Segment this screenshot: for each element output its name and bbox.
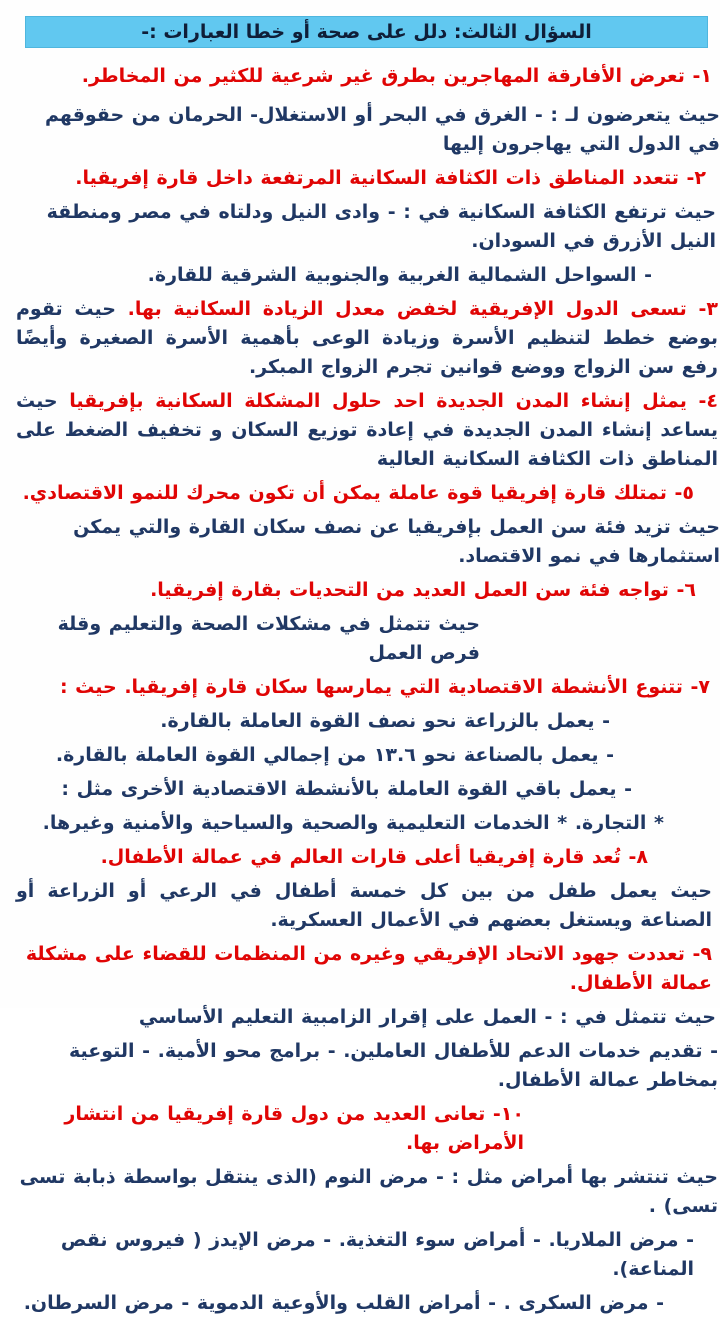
text-segment-red: ٢- تتعدد المناطق ذات الكثافة السكانية المرتفعة داخل قارة إفريقيا. (75, 167, 706, 189)
question-header-text: السؤال الثالث: دلل على صحة أو خطا العبارات :- (141, 21, 592, 43)
text-line (6, 707, 720, 736)
text-segment-navy: - مرض الملاريا. - أمراض سوء التغذية. - مرض الإيدز ( فيروس نقص المناعة). (60, 1229, 694, 1280)
text-line (6, 775, 720, 804)
text-line (6, 1289, 720, 1318)
text-segment-navy: حيث تقوم بوضع خطط لتنظيم الأسرة وزيادة الوعى بأهمية الأسرة الصغيرة وأيضًا رفع سن الزواج ووضع قوانين تجرم الزواج المبكر. (16, 298, 718, 378)
text-segment-navy: حيث يعمل طفل من بين كل خمسة أطفال في الرعي أو الزراعة أو الصناعة ويستغل بعضهم في الأعمال العسكرية. (16, 880, 712, 931)
text-line (6, 387, 720, 474)
text-segment-navy: * التجارة. * الخدمات التعليمية والصحية والسياحية والأمنية وغيرها. (42, 812, 664, 834)
text-segment-navy: - تقديم خدمات الدعم للأطفال العاملين. - برامج محو الأمية. - التوعية بمخاطر عمالة الأطفال. (68, 1040, 718, 1091)
text-line (6, 1100, 720, 1158)
text-line (6, 479, 720, 508)
text-line (6, 673, 720, 702)
text-segment-navy: - يعمل باقي القوة العاملة بالأنشطة الاقتصادية الأخرى مثل : (61, 778, 632, 800)
text-line (6, 610, 720, 668)
text-line (6, 1037, 720, 1095)
text-segment-navy: حيث يتعرضون لـ : - الغرق في البحر أو الاستغلال- الحرمان من حقوقهم في الدول التي يهاجرون إليها (45, 104, 720, 155)
text-segment-red: ٦- تواجه فئة سن العمل العديد من التحديات بقارة إفريقيا. (150, 579, 696, 601)
text-line (6, 164, 720, 193)
text-line (6, 843, 720, 872)
text-line (6, 877, 720, 935)
text-line (6, 198, 720, 256)
text-segment-navy: - يعمل بالصناعة نحو ١٣.٦ من إجمالي القوة العاملة بالقارة. (55, 744, 614, 766)
text-segment-red: ٧- تتنوع الأنشطة الاقتصادية التي يمارسها سكان قارة إفريقيا. حيث : (59, 676, 710, 698)
text-segment-navy: حيث تتمثل في : - العمل على إقرار الزامبية التعليم الأساسي (138, 1006, 716, 1028)
text-segment-navy: حيث تتمثل في مشكلات الصحة والتعليم وقلة فرص العمل (57, 613, 480, 664)
text-line (6, 295, 720, 382)
text-segment-red: ١٠- تعانى العديد من دول قارة إفريقيا من انتشار الأمراض بها. (64, 1103, 524, 1154)
text-segment-red: ٨- تُعد قارة إفريقيا أعلى قارات العالم في عمالة الأطفال. (100, 846, 648, 868)
text-line (6, 261, 720, 290)
text-segment-red: ٤- يمثل إنشاء المدن الجديدة احد حلول المشكلة السكانية بإفريقيا (69, 390, 718, 412)
text-line (6, 741, 720, 770)
text-line (6, 1226, 720, 1284)
document-body (0, 62, 720, 1318)
text-segment-navy: - السواحل الشمالية الغربية والجنوبية الشرقية للقارة. (147, 264, 652, 286)
text-segment-navy: حيث ترتفع الكثافة السكانية في : - وادى النيل ودلتاه في مصر ومنطقة النيل الأزرق في السودان. (46, 201, 716, 252)
text-line (6, 1163, 720, 1221)
text-line (6, 101, 720, 159)
text-line (6, 513, 720, 571)
text-segment-navy: - يعمل بالزراعة نحو نصف القوة العاملة بالقارة. (160, 710, 610, 732)
text-segment-navy: - مرض السكرى . - أمراض القلب والأوعية الدموية - مرض السرطان. (23, 1292, 664, 1314)
text-line (6, 940, 720, 998)
text-segment-red: ٥- تمتلك قارة إفريقيا قوة عاملة يمكن أن تكون محرك للنمو الاقتصادي. (22, 482, 694, 504)
text-line (6, 1003, 720, 1032)
text-segment-red: ١- تعرض الأفارقة المهاجرين بطرق غير شرعية للكثير من المخاطر. (81, 65, 712, 87)
question-header-banner (25, 16, 708, 48)
text-segment-navy: حيث تزيد فئة سن العمل بإفريقيا عن نصف سكان القارة والتي يمكن استثمارها في نمو الاقتصاد. (73, 516, 720, 567)
text-segment-red: ٩- تعددت جهود الاتحاد الإفريقي وغيره من المنظمات للقضاء على مشكلة عمالة الأطفال. (25, 943, 712, 994)
text-segment-red: ٣- تسعى الدول الإفريقية لخفض معدل الزيادة السكانية بها. (127, 298, 718, 320)
text-line (6, 809, 720, 838)
text-segment-navy: حيث يساعد إنشاء المدن الجديدة في إعادة توزيع السكان و تخفيف الضغط على المناطق ذات الكثافة السكانية العالية (16, 390, 718, 470)
text-line (6, 62, 720, 91)
text-line (6, 576, 720, 605)
text-segment-navy: حيث تنتشر بها أمراض مثل : - مرض النوم (الذى ينتقل بواسطة ذبابة تسى تسى) . (19, 1166, 718, 1217)
